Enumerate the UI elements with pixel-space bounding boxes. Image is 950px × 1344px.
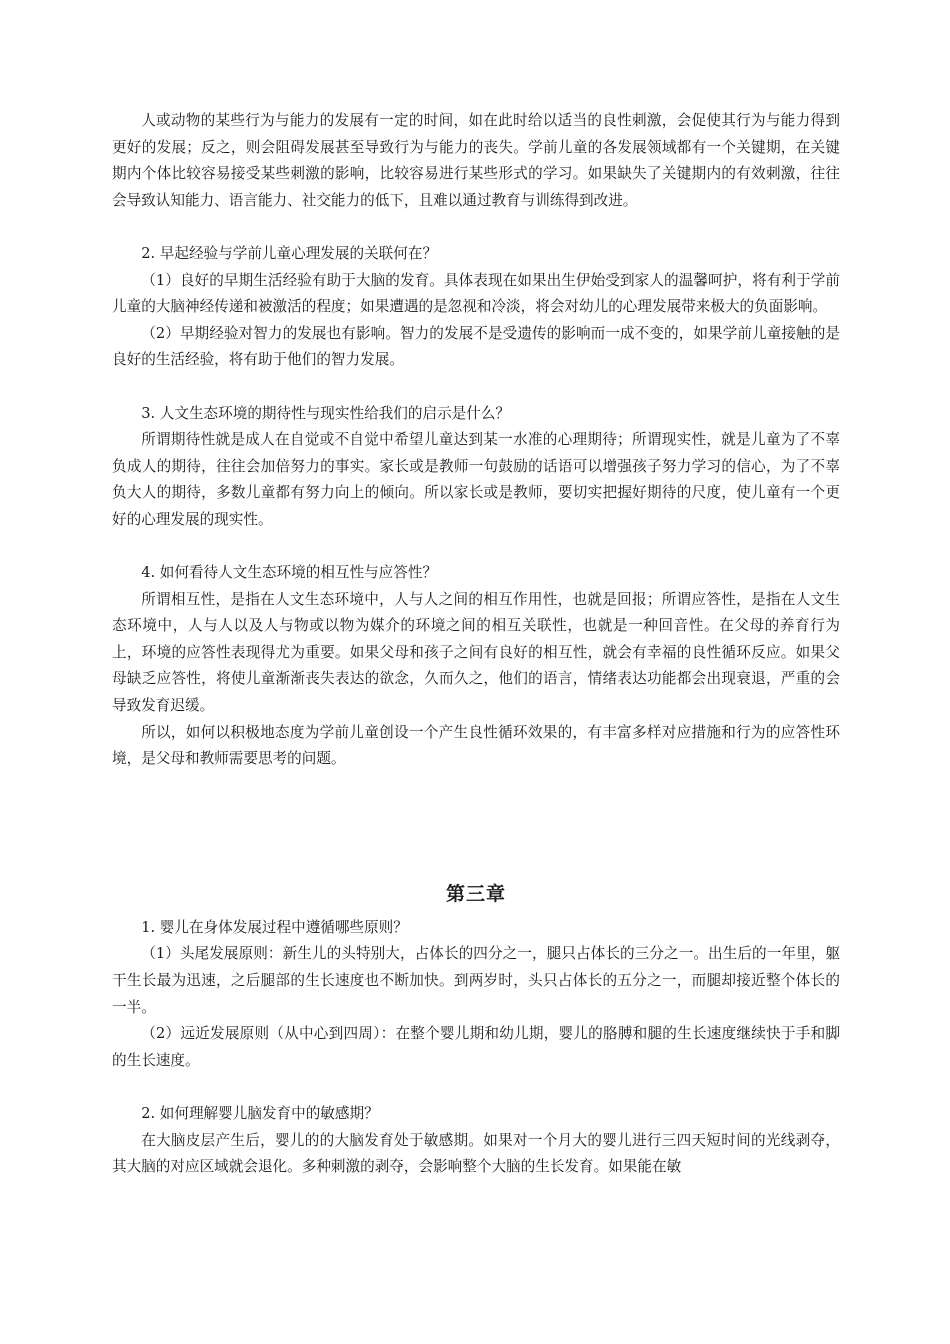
question-3-heading: 3. 人文生态环境的期待性与现实性给我们的启示是什么？ (141, 404, 511, 422)
document-page (112, 108, 840, 1181)
chapter3-answer-1-point-1: （1）头尾发展原则：新生儿的头特别大，占体长的四分之一，腿只占体长的三分之一。出生后的一年里，躯干生长最为迅速，之后腿部的生长速度也不断加快。到两岁时，头只占体长的五分之一，而腿却接近整个体长的一半。 (112, 945, 840, 1016)
question-2-heading: 2. 早起经验与学前儿童心理发展的关联何在？ (141, 244, 438, 262)
chapter3-answer-1-point-2: （2）远近发展原则（从中心到四周）：在整个婴儿期和幼儿期，婴儿的胳膊和腿的生长速度继续快于手和脚的生长速度。 (112, 1025, 840, 1069)
answer-3-paragraph: 所谓期待性就是成人在自觉或不自觉中希望儿童达到某一水准的心理期待；所谓现实性，就是儿童为了不辜负成人的期待，往往会加倍努力的事实。家长或是教师一句鼓励的话语可以增强孩子努力学习的信心，为了不辜负大人的期待，多数儿童都有努力向上的倾向。所以家长或是教师，要切实把握好期待的尺度，使儿童有一个更好的心理发展的现实性。 (112, 431, 840, 528)
answer-4-paragraph-1: 所谓相互性，是指在人文生态环境中，人与人之间的相互作用性，也就是回报；所谓应答性，是指在人文生态环境中，人与人以及人与物或以物为媒介的环境之间的相互关联性，也就是一种回音性。在父母的养育行为上，环境的应答性表现得尤为重要。如果父母和孩子之间有良好的相互性，就会有幸福的良性循环反应。如果父母缺乏应答性，将使儿童渐渐丧失表达的欲念，久而久之，他们的语言，情绪表达功能都会出现衰退，严重的会导致发育迟缓。 (112, 590, 840, 715)
answer-2-point-2: （2）早期经验对智力的发展也有影响。智力的发展不是受遗传的影响而一成不变的，如果学前儿童接触的是良好的生活经验，将有助于他们的智力发展。 (112, 324, 840, 369)
answer-2-point-1: （1）良好的早期生活经验有助于大脑的发育。具体表现在如果出生伊始受到家人的温馨呵护，将有利于学前儿童的大脑神经传递和被激活的程度；如果遭遇的是忽视和冷淡，将会对幼儿的心理发展带来极大的负面影响。 (112, 271, 840, 316)
chapter-title: 第三章 (445, 882, 506, 905)
chapter3-question-1-heading: 1. 婴儿在身体发展过程中遵循哪些原则？ (141, 918, 408, 936)
paragraph-critical-period: 人或动物的某些行为与能力的发展有一定的时间，如在此时给以适当的良性刺激，会促使其行为与能力得到更好的发展；反之，则会阻碍发展甚至导致行为与能力的丧失。学前儿童的各发展领域都有一个关键期，在关键期内个体比较容易接受某些刺激的影响，比较容易进行某些形式的学习。如果缺失了关键期内的有效刺激，往往会导致认知能力、语言能力、社交能力的低下，且难以通过教育与训练得到改进。 (112, 112, 840, 209)
chapter3-answer-2-paragraph: 在大脑皮层产生后，婴儿的的大脑发育处于敏感期。如果对一个月大的婴儿进行三四天短时间的光线剥夺，其大脑的对应区域就会退化。多种刺激的剥夺，会影响整个大脑的生长发育。如果能在敏 (112, 1131, 840, 1176)
chapter3-question-2-heading: 2. 如何理解婴儿脑发育中的敏感期？ (141, 1105, 379, 1122)
answer-4-paragraph-2: 所以，如何以积极地态度为学前儿童创设一个产生良性循环效果的，有丰富多样对应措施和行为的应答性环境，是父母和教师需要思考的问题。 (112, 723, 840, 768)
question-4-heading: 4. 如何看待人文生态环境的相互性与应答性？ (141, 564, 438, 582)
